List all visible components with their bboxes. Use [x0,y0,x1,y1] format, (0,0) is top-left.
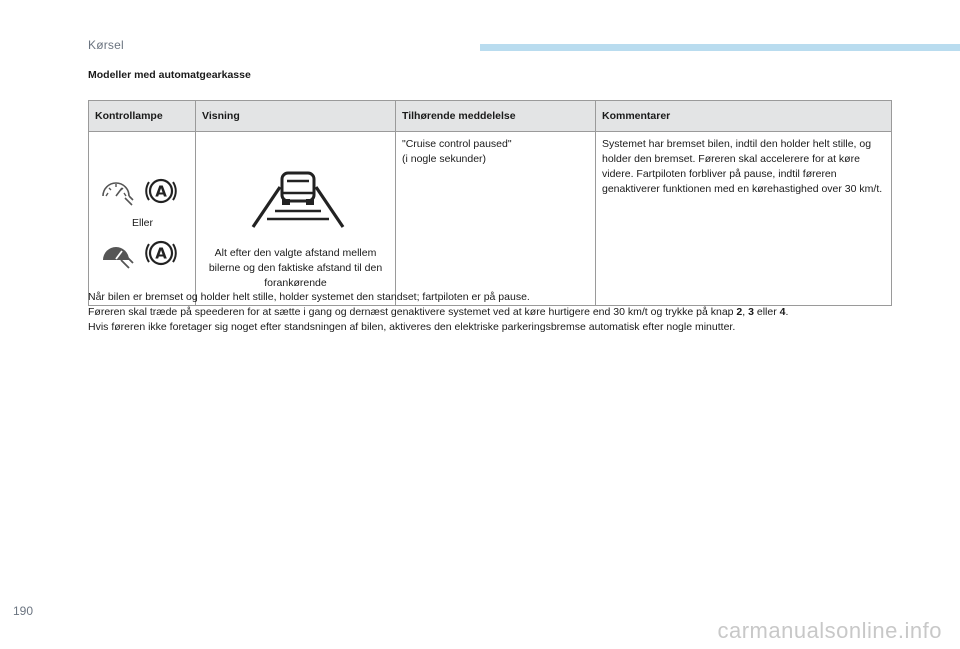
lamp-pair-outline [99,174,189,208]
page-number: 190 [13,604,34,618]
message-cell [396,132,596,306]
lamp-or-label: Eller [131,217,153,229]
body-separator-2: eller [753,306,780,318]
body-paragraph-2 [88,305,918,320]
body-period: . [785,306,789,318]
button-reference-3: 3 [748,306,754,318]
body-paragraph-2-text: Føreren skal træde på speederen for at sætte i gang og dernæst genaktivere systemet ved at køre hurtigere end 30 km/t og trykke på knap [88,306,737,318]
column-header-lamp: Kontrollampe [89,101,196,132]
svg-text:A: A [155,182,167,201]
body-paragraph-1: Når bilen er bremset og holder helt stille, holder systemet den standset; fartpiloten er på pause. [88,291,530,303]
body-separator-1: , [742,306,749,318]
message-text: "Cruise control paused" [402,138,512,150]
button-reference-2: 2 [736,306,743,318]
button-reference-4: 4 [779,306,786,318]
lamp-cell [89,132,196,306]
car-distance-icon [250,171,346,229]
column-header-display: Visning [196,101,396,132]
table-row [89,132,892,306]
body-text [88,290,918,335]
column-header-comments: Kommentarer [596,101,892,132]
cruise-control-outline-icon [99,174,135,208]
warning-lamp-table [88,100,892,306]
display-description: Alt efter den valgte afstand mellem bilerne og den faktiske afstand til den forankørende [208,247,383,289]
page-header-title: Kørsel [88,38,124,52]
auto-hold-icon [143,174,179,208]
watermark: carmanualsonline.info [717,618,942,643]
column-header-message: Tilhørende meddelelse [396,101,596,132]
section-heading: Modeller med automatgearkasse [88,69,251,81]
cruise-control-filled-icon [99,236,135,270]
svg-text:A: A [155,244,167,263]
body-paragraph-3: Hvis føreren ikke foretager sig noget efter standsningen af bilen, aktiveres den elektriske parkeringsbremse automatisk efter nogle minutter. [88,321,736,333]
header-accent-bar [480,44,960,51]
display-cell [196,132,396,306]
table-header-row [89,101,892,132]
lamp-pair-filled [99,236,189,270]
message-duration: (i nogle sekunder) [402,153,487,165]
auto-hold-icon [143,236,179,270]
comments-cell: Systemet har bremset bilen, indtil den holder helt stille, og holder den bremset. Føreren skal accelerere for at køre videre. Fartpiloten forbliver på pause, indtil føreren genaktiverer funktionen med en kørehastighed over 30 km/t. [596,132,892,306]
